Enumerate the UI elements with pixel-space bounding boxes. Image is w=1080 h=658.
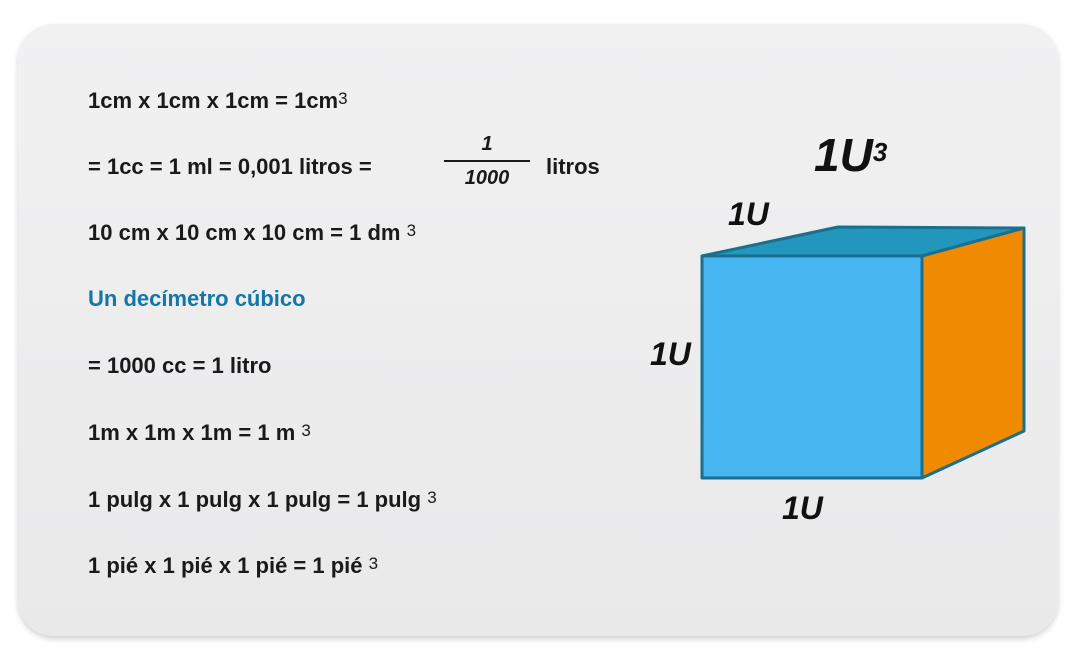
line-cc-ml-liters: = 1cc = 1 ml = 0,001 litros = — [88, 154, 372, 179]
line-cubic-decimeter: 10 cm x 10 cm x 10 cm = 1 dm $^3$ — [88, 220, 417, 245]
line-cubic-meter: 1m x 1m x 1m = 1 m $^3$ — [88, 420, 311, 445]
line-decimeter-heading: Un decímetro cúbico — [88, 286, 306, 311]
fraction-numerator: 1 — [481, 133, 493, 155]
cube-front-face — [702, 256, 922, 478]
cube-bottom-edge-label: 1U — [782, 490, 823, 526]
line-cubic-centimeter: 1cm x 1cm x $1cm = 1cm^3$ — [88, 88, 348, 113]
cube-top-edge-label: 1U — [728, 196, 769, 232]
fraction-denominator: 1000 — [464, 167, 510, 189]
cube-volume-label: $1U^3$ — [814, 129, 888, 181]
line-cubic-inch: 1 pulg x 1 pulg x 1 pulg = 1 pulg $^3$ — [88, 487, 437, 512]
cube-left-edge-label: 1U — [650, 336, 691, 372]
line-one-liter: = 1000 cc = 1 litro — [88, 353, 272, 378]
line-cubic-foot: 1 pié x 1 pié x 1 pié = 1 pié $^3$ — [88, 553, 379, 578]
cube-side-face — [922, 228, 1024, 478]
line-liters-unit: litros — [546, 154, 600, 179]
